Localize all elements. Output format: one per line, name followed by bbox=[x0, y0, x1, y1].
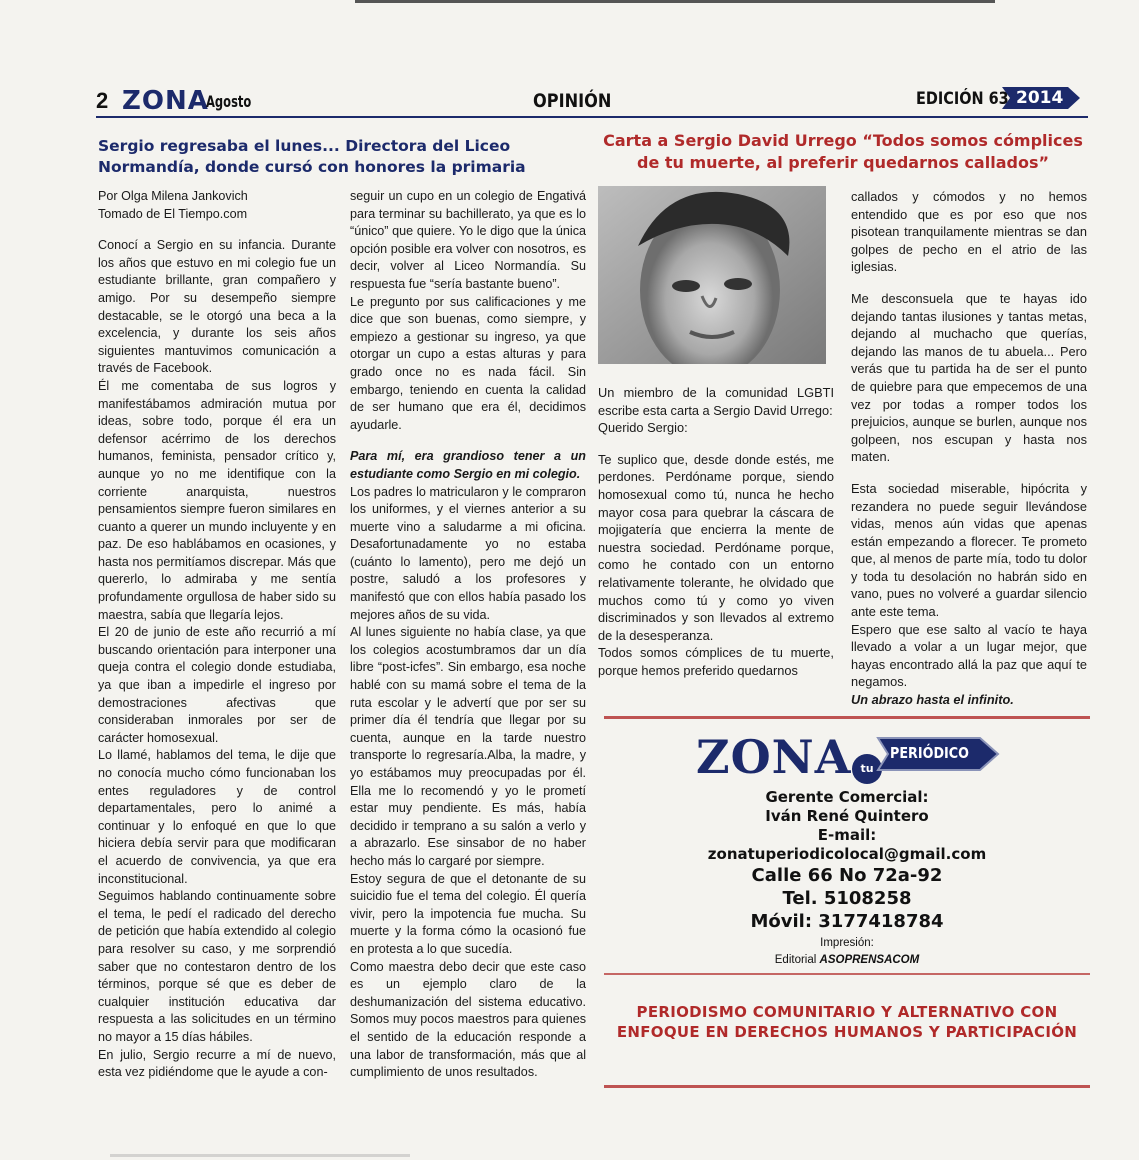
paragraph: Lo llamé, hablamos del tema, le dije que no conocía mucho cómo funcionaban los entes reguladores y de control departamentales, pero lo animé a continuar y lo enfoqué en que lo que hiciera debía servir para que modificaran el acuerdo de convivencia, ya que era inconstitucional. bbox=[98, 748, 336, 886]
edition-label: EDICIÓN 63 bbox=[916, 89, 1009, 109]
closing-line: Un abrazo hasta el infinito. bbox=[851, 692, 1014, 708]
header-brand: ZONA bbox=[122, 86, 209, 116]
year-banner bbox=[998, 86, 1082, 110]
address: Calle 66 No 72a-92 bbox=[751, 865, 943, 886]
left-article-column-1 bbox=[98, 188, 336, 1082]
paragraph: Como maestra debo decir que este caso es un ejemplo claro de la deshumanización del sistema educativo. Somos muy pocos maestros para quienes el sentido de la educación responde a una labor de transformación, más que al cumplimiento de unos resultados. bbox=[350, 959, 586, 1080]
section-title: OPINIÓN bbox=[533, 90, 612, 112]
gerente-label: Gerente Comercial: bbox=[765, 788, 929, 806]
paragraph: El 20 de junio de este año recurrió a mí buscando orientación para interponer una queja contra el colegio donde estudiaba, ya que iban a impedirle el ingreso por demostraciones afectivas que consideraban inmorales por ser de carácter homosexual. bbox=[98, 625, 336, 745]
salutation: Querido Sergio: bbox=[598, 420, 688, 436]
paragraph: Le pregunto por sus calificaciones y me dice que son buenas, como siempre, y empiezo a gestionar su ingreso, ya que otorgar un cupo a estas alturas y para grado once no es nada fácil. Sin embargo, teniendo en cuenta la calidad de ser humano que era él, decidimos ayudarle. bbox=[350, 294, 586, 432]
phone: Tel. 5108258 bbox=[782, 888, 912, 909]
print-label: Impresión: bbox=[820, 937, 874, 949]
paragraph: callados y cómodos y no hemos entendido que es por eso que nos pisotean tranquilamente mientras se dan golpes de pecho en el atrio de las iglesias. bbox=[851, 189, 1087, 275]
paragraph: Estoy segura de que el detonante de su suicidio fue el tema del colegio. Él quería vivir, pero la impotencia fue mucha. Su muerte y la forma cómo la ocasionó fue en protesta a lo que sucedía. bbox=[350, 871, 586, 956]
editorial-label: Editorial bbox=[774, 954, 817, 966]
paragraph: Los padres lo matricularon y le compraron los uniformes, y el viernes anterior a su muerte vino a saludarme a mi oficina. Desafortunadamente yo no estaba (cuánto lo lamento), pero me dejó un postre, saludó a los profesores y manifestó que con ellos había pasado los mejores años de su vida. bbox=[350, 484, 586, 622]
right-article-column-2 bbox=[851, 188, 1087, 709]
email-label: E-mail: bbox=[817, 826, 877, 844]
editorial-line bbox=[604, 951, 1090, 969]
slogan: PERIODISMO COMUNITARIO Y ALTERNATIVO CON ENFOQUE EN DERECHOS HUMANOS Y PARTICIPACIÓN bbox=[616, 1003, 1078, 1041]
right-article-headline: Carta a Sergio David Urrego “Todos somos cómplices de tu muerte, al preferir quedarnos callados” bbox=[603, 131, 1083, 172]
gerente-name: Iván René Quintero bbox=[765, 807, 929, 825]
header-month: Agosto bbox=[206, 92, 252, 111]
portrait-image-icon bbox=[598, 186, 826, 364]
periodico-label: PERIÓDICO bbox=[890, 744, 969, 762]
top-page-rule bbox=[355, 0, 995, 3]
paragraph: seguir un cupo en un colegio de Engativá para terminar su bachillerato, ya que es lo “único” que quiere. Yo le digo que la única opción posible era volver con nosotros, es decir, volver al Liceo Normandía. Su respuesta fue “sería bastante bueno”. bbox=[350, 189, 586, 291]
paragraph: Conocí a Sergio en su infancia. Durante los años que estuvo en mi colegio fue un estudiante brillante, gran compañero y amigo. Por su desempeño siempre destacable, se le otorgó una beca a la excelencia, y durante los seis años siguientes mantuvimos comunicación a través de Facebook. bbox=[98, 238, 336, 376]
intro-paragraph: Un miembro de la comunidad LGBTI escribe esta carta a Sergio David Urrego: bbox=[598, 385, 834, 418]
editorial-name: ASOPRENSACOM bbox=[819, 954, 920, 966]
right-article-column-1 bbox=[598, 384, 834, 680]
masthead-divider bbox=[604, 973, 1090, 975]
edition-year: 2014 bbox=[1016, 88, 1064, 108]
paragraph: Me desconsuela que te hayas ido dejando tantas ilusiones y tantas metas, dejando al muchacho que querías, dejando las manos de tu abuela... Pero verás que tu partida ha de ser el punto de quiebre para que empecemos de una vez por todas a romper todos los prejuicios, aunque se burlen, aunque nos golpeen, nos escupan y hasta nos maten. bbox=[851, 290, 1087, 465]
pull-quote: Para mí, era grandioso tener a un estudiante como Sergio en mi colegio. bbox=[350, 449, 586, 481]
scan-edge-mark bbox=[110, 1154, 410, 1157]
header-divider bbox=[96, 116, 1088, 118]
paragraph: Espero que ese salto al vacío te haya llevado a volar a un lugar mejor, que hayas encontrado allá la paz que aquí te negamos. bbox=[851, 621, 1087, 690]
paragraph: Te suplico que, desde donde estés, me perdones. Perdóname porque, siendo homosexual como tú, nunca he hecho mayor cosa para quebrar la cáscara de mojigatería que encierra la mente de nuestra sociedad. Perdóname porque, como he contado con un entorno relativamente tolerante, he olvidado que muchos como tú y como yo viven discriminados y son llevados al extremo de la desesperanza. bbox=[598, 451, 834, 643]
left-article-headline: Sergio regresaba el lunes... Directora del Liceo Normandía, donde cursó con honores la primaria bbox=[98, 137, 526, 176]
zona-logo: ZONA bbox=[696, 730, 852, 784]
logo-badge: tu bbox=[852, 754, 882, 784]
paragraph: Él me comentaba de sus logros y manifestábamos admiración mutua por ideas, sobre todo, porque él era un defensor acérrimo de los derechos humanos, feminista, pensador crítico y, aunque yo no me identifique con la corriente anarquista, nuestros pensamientos siempre fueron similares en cuanto a querer un mundo incluyente y en paz. De eso hablábamos en ocasiones, y hasta nos permitíamos discrepar. Más que quererlo, lo admiraba y me sentía profundamente orgullosa de haber sido su maestra, sabía que llegaría lejos. bbox=[98, 378, 336, 622]
paragraph: Al lunes siguiente no había clase, ya que los colegios acostumbramos dar un día libre “post-icfes”. Sin embargo, esa noche hablé con su mamá sobre el tema de la ruta escolar y le advertí que por ser su primer día él tendría que llegar por su cuenta, aunque en la tarde nuestro transporte lo regresaría.Alba, la madre, y yo estábamos muy preocupadas por él. Ella me lo recomendó y yo le prometí estar muy pendiente. Es más, había decidido ir temprano a su salón a verlo y a abrazarlo. Ese sinsabor de no haber hecho más lo cargaré por siempre. bbox=[350, 625, 586, 868]
periodico-banner bbox=[876, 734, 1000, 774]
page-number: 2 bbox=[96, 88, 109, 113]
email-address: zonatuperiodicolocal@gmail.com bbox=[707, 845, 987, 863]
mobile: Móvil: 3177418784 bbox=[750, 911, 944, 932]
paragraph: Todos somos cómplices de tu muerte, porque hemos preferido quedarnos bbox=[598, 645, 834, 678]
contact-info bbox=[604, 788, 1090, 969]
paragraph: En julio, Sergio recurre a mí de nuevo, esta vez pidiéndome que le ayude a con- bbox=[98, 1047, 336, 1080]
paragraph: Seguimos hablando continuamente sobre el tema, le pedí el radicado del derecho de petición que había extendido al colegio para resolver su caso, y me sorprendió saber que no contestaron dentro de los términos, porque sé que es deber de cualquier institución educativa dar respuesta a las solicitudes en un término no mayor a 15 días hábiles. bbox=[98, 889, 336, 1044]
left-article-column-2 bbox=[350, 188, 586, 1082]
source-credit: Tomado de El Tiempo.com bbox=[98, 206, 248, 221]
section-divider bbox=[604, 716, 1090, 719]
footer-divider bbox=[604, 1085, 1090, 1088]
byline: Por Olga Milena Jankovich bbox=[98, 189, 248, 203]
page-header bbox=[96, 84, 1086, 118]
portrait-photo bbox=[598, 186, 826, 364]
paragraph: Esta sociedad miserable, hipócrita y rezandera no puede seguir llevándose vidas, menos aún vidas que apenas están empezando a florecer. Te prometo que, al menos de parte mía, todo tu dolor y toda tu desolación no habrán sido en vano, pues no volveré a guardar silencio ante este tema. bbox=[851, 480, 1087, 620]
